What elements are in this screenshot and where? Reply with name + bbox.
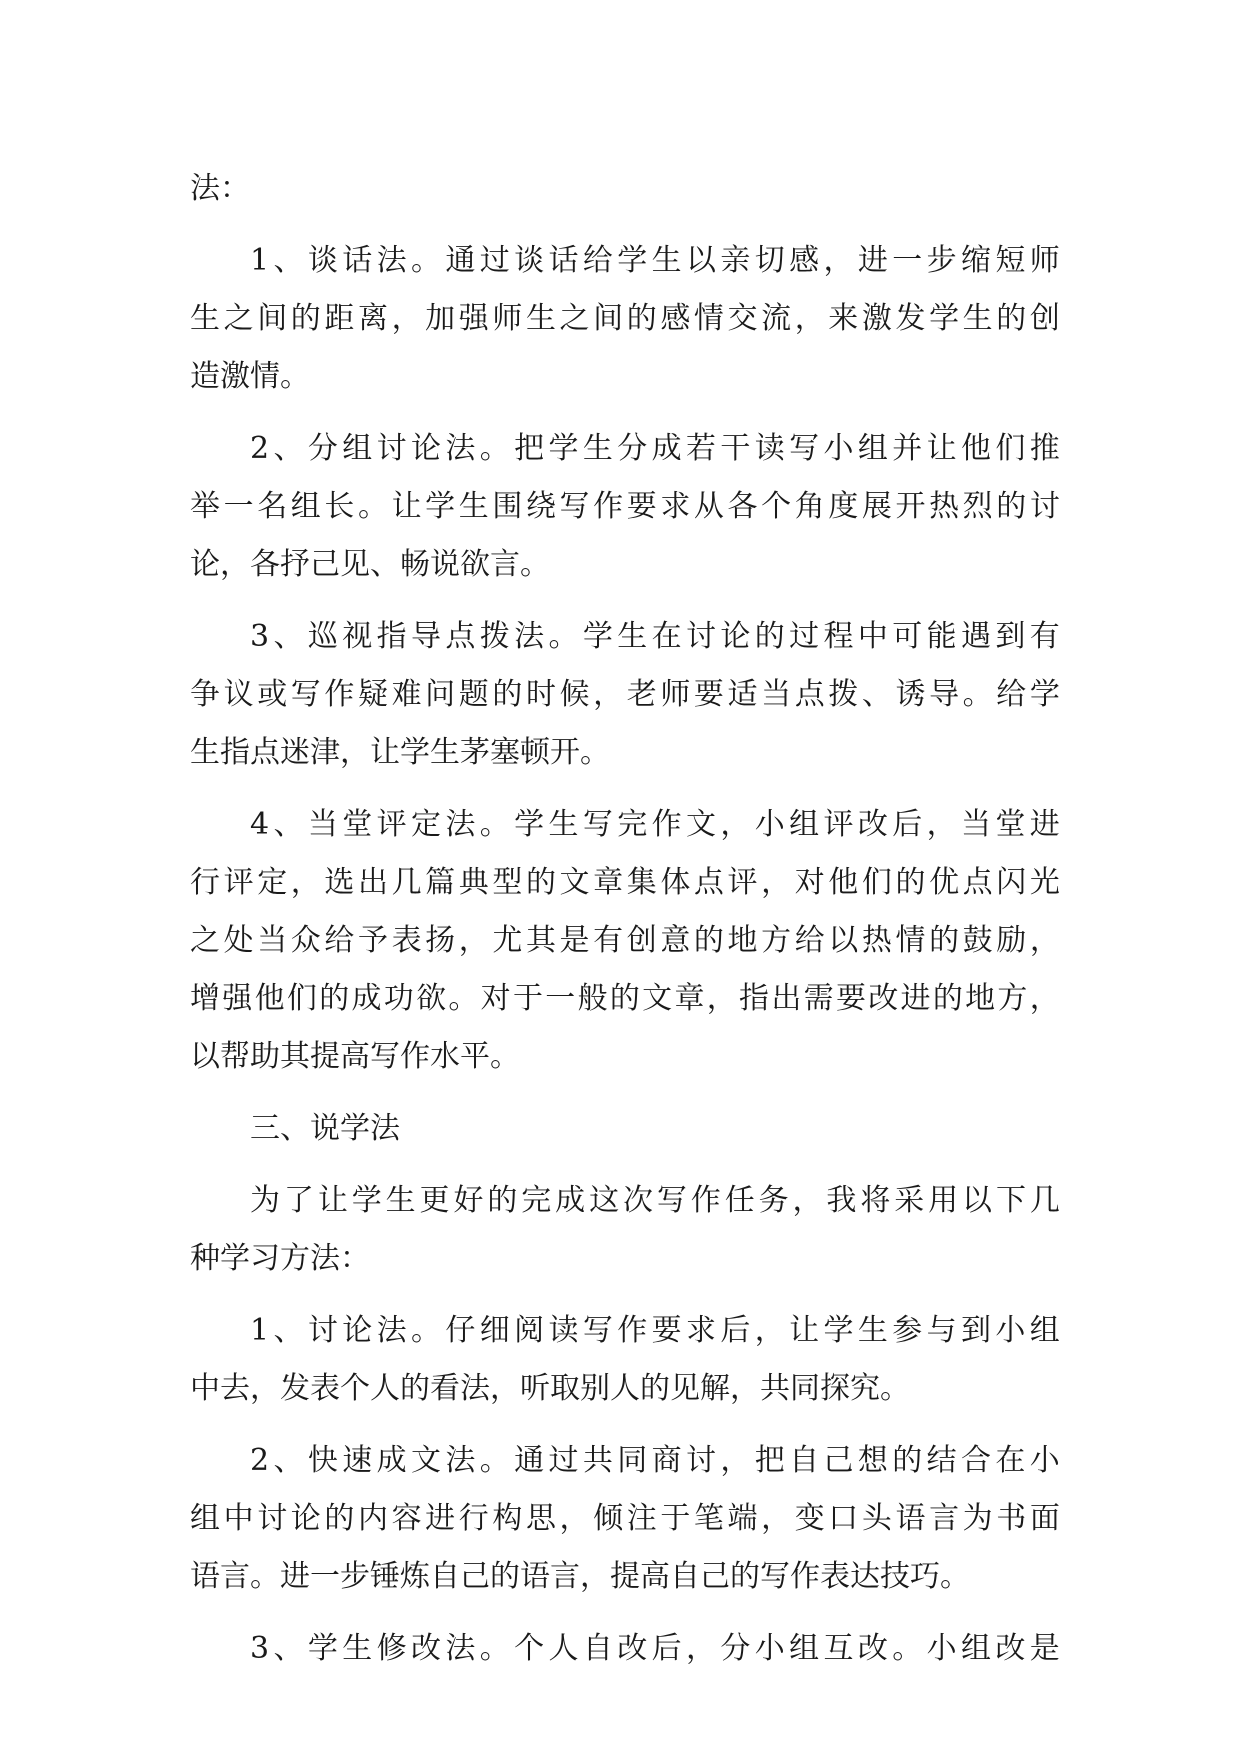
text-line: 中去，发表个人的看法，听取别人的见解，共同探究。 <box>190 1371 910 1406</box>
text-line: 之 处 当 众 给 予 表 扬 ， 尤 其 是 有 创 意 的 地 方 给 以 热 情 的 鼓 励 ， <box>190 923 1060 958</box>
text-line: 语言。进一步锤炼自己的语言，提高自己的写作表达技巧。 <box>190 1559 970 1594</box>
document-body <box>190 160 1060 1678</box>
text-line: 1 、 谈 话 法 。 通 过 谈 话 给 学 生 以 亲 切 感 ， 进 一 步 缩 短 师 <box>250 243 1060 278</box>
text-line: 生 之 间 的 距 离 ， 加 强 师 生 之 间 的 感 情 交 流 ， 来 激 发 学 生 的 创 <box>190 301 1060 336</box>
text-line: 争 议 或 写 作 疑 难 问 题 的 时 候 ， 老 师 要 适 当 点 拨 、 诱 导 。 给 学 <box>190 677 1060 712</box>
text-line: 论，各抒己见、畅说欲言。 <box>190 547 550 582</box>
text-line: 生指点迷津，让学生茅塞顿开。 <box>190 735 610 770</box>
text-line: 组 中 讨 论 的 内 容 进 行 构 思 ， 倾 注 于 笔 端 ， 变 口 头 语 言 为 书 面 <box>190 1501 1060 1536</box>
text-line: 为 了 让 学 生 更 好 的 完 成 这 次 写 作 任 务 ， 我 将 采 用 以 下 几 <box>250 1183 1060 1218</box>
text-line: 举 一 名 组 长 。 让 学 生 围 绕 写 作 要 求 从 各 个 角 度 展 开 热 烈 的 讨 <box>190 489 1060 524</box>
text-line: 行 评 定 ， 选 出 几 篇 典 型 的 文 章 集 体 点 评 ， 对 他 们 的 优 点 闪 光 <box>190 865 1060 900</box>
text-line: 法： <box>190 171 250 206</box>
text-line: 4 、 当 堂 评 定 法 。 学 生 写 完 作 文 ， 小 组 评 改 后 ， 当 堂 进 <box>250 807 1060 842</box>
text-line: 2 、 分 组 讨 论 法 。 把 学 生 分 成 若 干 读 写 小 组 并 让 他 们 推 <box>250 431 1060 466</box>
text-line: 造激情。 <box>190 359 310 394</box>
text-line: 增 强 他 们 的 成 功 欲 。 对 于 一 般 的 文 章 ， 指 出 需 要 改 进 的 地 方 ， <box>190 981 1060 1016</box>
text-line: 种学习方法： <box>190 1241 370 1276</box>
text-line: 以帮助其提高写作水平。 <box>190 1039 520 1074</box>
text-line: 1 、 讨 论 法 。 仔 细 阅 读 写 作 要 求 后 ， 让 学 生 参 与 到 小 组 <box>250 1313 1060 1348</box>
text-line: 2 、 快 速 成 文 法 。 通 过 共 同 商 讨 ， 把 自 己 想 的 结 合 在 小 <box>250 1443 1060 1478</box>
text-line: 三、说学法 <box>250 1111 400 1146</box>
text-line: 3 、 学 生 修 改 法 。 个 人 自 改 后 ， 分 小 组 互 改 。 小 组 改 是 <box>250 1631 1060 1666</box>
text-line: 3 、 巡 视 指 导 点 拨 法 。 学 生 在 讨 论 的 过 程 中 可 能 遇 到 有 <box>250 619 1060 654</box>
